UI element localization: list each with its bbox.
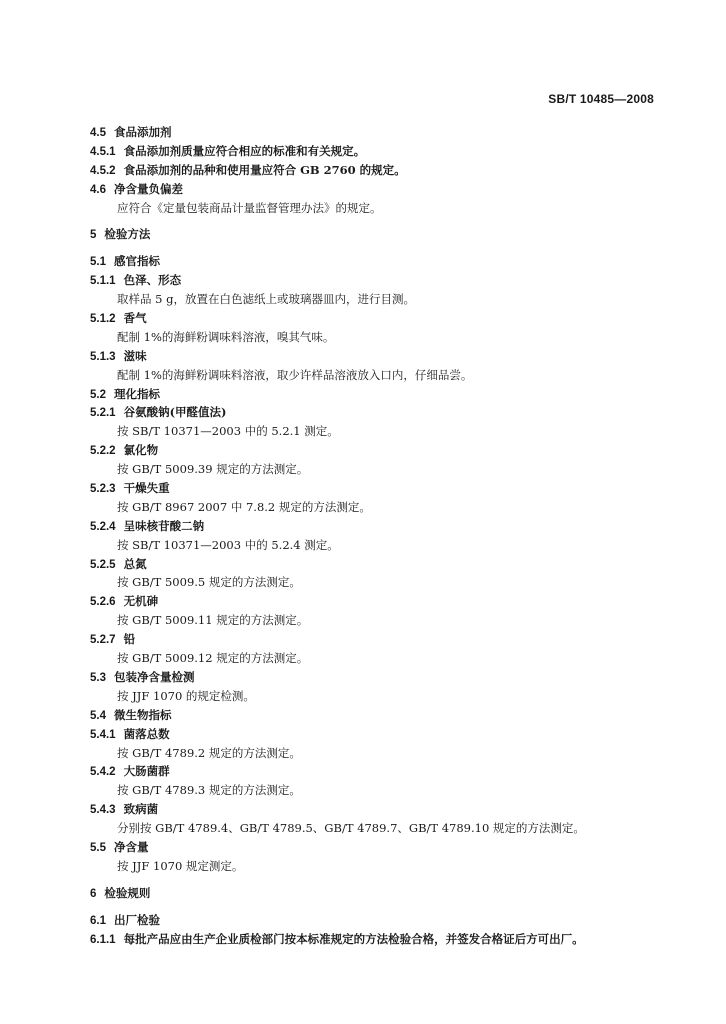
clause-heading xyxy=(90,930,670,949)
clause-number: 4.6 xyxy=(90,183,106,196)
section-gap xyxy=(90,876,670,884)
clause-heading xyxy=(90,668,670,687)
clause-body-text: 按 GB/T 5009.5 规定的方法测定。 xyxy=(117,575,301,590)
clause-body-text: 按 SB/T 10371—2003 中的 5.2.1 测定。 xyxy=(117,424,339,439)
clause-number: 5.2.1 xyxy=(90,407,116,420)
clause-heading xyxy=(90,911,670,930)
section-gap xyxy=(90,217,670,225)
clause-heading xyxy=(90,309,670,328)
clause-number: 5.1.3 xyxy=(90,350,116,363)
clause-heading xyxy=(90,180,670,199)
clause-heading xyxy=(90,403,670,422)
clause-title: 干燥失重 xyxy=(123,481,170,496)
clause-number: 6.1.1 xyxy=(90,933,116,946)
clause-number: 5.1.2 xyxy=(90,313,116,326)
clause-heading xyxy=(90,385,670,404)
clause-title: 出厂检验 xyxy=(114,912,160,927)
clause-heading xyxy=(90,800,670,819)
clause-number: 4.5.2 xyxy=(90,164,116,177)
clause-number: 5 xyxy=(90,229,97,242)
clause-heading xyxy=(90,252,670,271)
clause-heading xyxy=(90,142,670,161)
clause-number: 5.2 xyxy=(90,388,106,401)
clause-title: 菌落总数 xyxy=(123,726,170,741)
standard-code: SB/T 10485—2008 xyxy=(548,92,654,106)
clause-title: 检验方法 xyxy=(104,227,151,242)
clause-body-text: 取样品 5 g，放置在白色滤纸上或玻璃器皿内，进行目测。 xyxy=(117,292,415,307)
clause-body-text: 按 GB/T 4789.3 规定的方法测定。 xyxy=(117,783,301,798)
clause-heading xyxy=(90,161,670,180)
clause-heading xyxy=(90,592,670,611)
clause-body-text: 分别按 GB/T 4789.4、GB/T 4789.5、GB/T 4789.7、GB/T 4789.10 规定的方法测定。 xyxy=(117,821,585,836)
clause-body-text: 按 SB/T 10371—2003 中的 5.2.4 测定。 xyxy=(117,537,339,552)
clause-number: 5.4.1 xyxy=(90,728,116,741)
clause-body-text: 按 JJF 1070 的规定检测。 xyxy=(117,688,255,703)
clause-title: 氯化物 xyxy=(123,443,159,458)
clause-title: 检验规则 xyxy=(104,885,151,900)
clause-title: 净含量 xyxy=(114,839,149,854)
clause-title: 包装净含量检测 xyxy=(114,669,195,684)
clause-number: 5.2.7 xyxy=(90,634,116,647)
clause-body-text: 按 GB/T 8967 2007 中 7.8.2 规定的方法测定。 xyxy=(117,499,371,514)
clause-heading xyxy=(90,479,670,498)
clause-number: 5.2.4 xyxy=(90,520,116,533)
clause-number: 6 xyxy=(90,887,97,900)
clause-title: 致病菌 xyxy=(123,802,159,817)
clause-title: 总氮 xyxy=(123,556,147,571)
clause-body-text: 配制 1%的海鲜粉调味料溶液，嗅其气味。 xyxy=(117,329,335,344)
clause-heading xyxy=(90,123,670,142)
clause-title: 理化指标 xyxy=(114,386,160,401)
clause-heading xyxy=(90,271,670,290)
clause-body-text: 按 GB/T 5009.11 规定的方法测定。 xyxy=(117,613,309,628)
clause-title: 铅 xyxy=(123,632,136,647)
clause-number: 5.3 xyxy=(90,671,106,684)
clause-title: 净含量负偏差 xyxy=(114,181,183,196)
clause-number: 5.1.1 xyxy=(90,275,116,288)
clause-title: 无机砷 xyxy=(123,594,159,609)
clause-body-text: 配制 1%的海鲜粉调味料溶液，取少许样品溶液放入口内，仔细品尝。 xyxy=(117,367,473,382)
clause-heading xyxy=(90,762,670,781)
clause-body-text: 按 GB/T 5009.12 规定的方法测定。 xyxy=(117,651,309,666)
clause-title: 大肠菌群 xyxy=(123,764,170,779)
clause-title: 色泽、形态 xyxy=(123,273,182,288)
clause-number: 5.4.2 xyxy=(90,766,116,779)
clause-body-text: 按 JJF 1070 规定测定。 xyxy=(117,858,244,873)
clause-number: 5.2.5 xyxy=(90,558,116,571)
clause-title: 每批产品应由生产企业质检部门按本标准规定的方法检验合格，并签发合格证后方可出厂。 xyxy=(123,931,584,946)
clause-heading xyxy=(90,725,670,744)
section-gap xyxy=(90,244,670,252)
clause-heading xyxy=(90,706,670,725)
clause-title: 滋味 xyxy=(123,348,147,363)
clause-number: 4.5 xyxy=(90,127,106,139)
clause-title: 食品添加剂的品种和使用量应符合 GB 2760 的规定。 xyxy=(123,162,406,177)
section-gap xyxy=(90,903,670,911)
clause-number: 5.4.3 xyxy=(90,804,116,817)
clause-number: 5.2.2 xyxy=(90,445,116,458)
clause-number: 6.1 xyxy=(90,914,106,927)
clause-heading xyxy=(90,347,670,366)
clause-number: 5.5 xyxy=(90,841,106,854)
clause-title: 食品添加剂 xyxy=(114,125,172,139)
clause-body-text: 应符合《定量包装商品计量监督管理办法》的规定。 xyxy=(117,200,382,215)
clause-title: 感官指标 xyxy=(114,254,160,269)
clause-title: 微生物指标 xyxy=(114,707,172,722)
clause-body-text: 按 GB/T 5009.39 规定的方法测定。 xyxy=(117,462,309,477)
clause-number: 4.5.1 xyxy=(90,145,116,158)
clause-heading xyxy=(90,225,670,244)
clause-heading xyxy=(90,630,670,649)
clause-title: 香气 xyxy=(123,311,147,326)
clause-heading xyxy=(90,555,670,574)
clause-title: 谷氨酸钠(甲醛值法) xyxy=(123,405,227,420)
clause-number: 5.1 xyxy=(90,256,106,269)
clause-heading xyxy=(90,884,670,903)
clause-heading xyxy=(90,441,670,460)
document-body xyxy=(90,123,670,948)
clause-heading xyxy=(90,838,670,857)
clause-body-text: 按 GB/T 4789.2 规定的方法测定。 xyxy=(117,745,301,760)
clause-number: 5.4 xyxy=(90,709,106,722)
clause-number: 5.2.3 xyxy=(90,483,116,496)
clause-title: 呈味核苷酸二钠 xyxy=(123,518,205,533)
clause-title: 食品添加剂质量应符合相应的标准和有关规定。 xyxy=(123,143,366,158)
clause-heading xyxy=(90,517,670,536)
clause-number: 5.2.6 xyxy=(90,596,116,609)
